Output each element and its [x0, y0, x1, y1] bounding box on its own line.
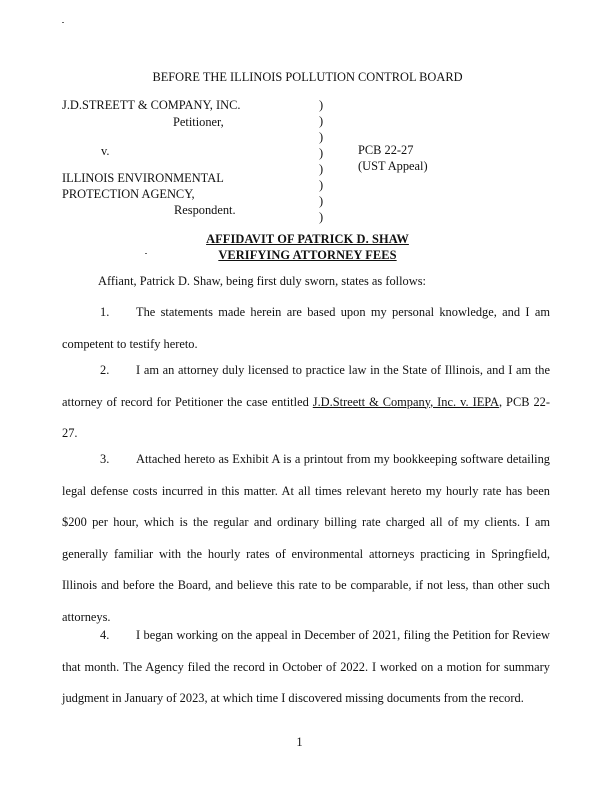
affidavit-title-line2: VERIFYING ATTORNEY FEES: [218, 248, 397, 262]
board-header: BEFORE THE ILLINOIS POLLUTION CONTROL BOARD: [152, 70, 463, 84]
caption-paren: ): [319, 114, 324, 128]
caption-paren: ): [319, 210, 324, 224]
page-number: 1: [296, 735, 303, 749]
respondent-name-line1: ILLINOIS ENVIRONMENTAL: [62, 171, 224, 185]
case-number: PCB 22-27: [358, 143, 414, 157]
case-title-link: J.D.Streett & Company, Inc. v. IEPA: [312, 394, 499, 409]
paragraph-text: , PCB 22-27.: [62, 394, 550, 440]
caption-paren: ): [319, 130, 324, 144]
paragraph-number: 2.: [100, 363, 110, 377]
petitioner-name: J.D.STREETT & COMPANY, INC.: [62, 98, 241, 112]
paragraph-text: I began working on the appeal in December of 2021, filing the Petition for Review that month. The Agency filed the record in October of 2022. I worked on a motion for summary judgment in January of 2023, at which time I discovered missing documents from the record.: [62, 628, 550, 705]
versus-label: v.: [101, 144, 110, 158]
scan-speck: [62, 22, 64, 23]
intro-statement: Affiant, Patrick D. Shaw, being first duly sworn, states as follows:: [98, 274, 426, 288]
paragraph-text: I am an attorney duly licensed to practice law in the State of Illinois, and I am the attorney of record for Petitioner the case entitled: [62, 363, 550, 409]
paragraph-text: The statements made herein are based upon my personal knowledge, and I am competent to testify hereto.: [62, 305, 550, 351]
affidavit-title-line1: AFFIDAVIT OF PATRICK D. SHAW: [206, 232, 409, 246]
paragraph-2: [62, 355, 550, 450]
scan-speck: [145, 253, 147, 254]
respondent-name-line2: PROTECTION AGENCY,: [62, 187, 195, 201]
respondent-role: Respondent.: [174, 203, 236, 217]
paragraph-text: Attached hereto as Exhibit A is a printout from my bookkeeping software detailing legal defense costs incurred in this matter. At all times relevant hereto my hourly rate has been $200 per hour, which is the regular and ordinary billing rate charged all of my clients. I am generally familiar with the hourly rates of environmental attorneys practicing in Springfield, Illinois and before the Board, and believe this rate to be comparable, if not less, than other such attorneys.: [62, 452, 550, 624]
paragraph-1: [62, 297, 550, 360]
caption-paren: ): [319, 98, 324, 112]
paragraph-number: 4.: [100, 628, 110, 642]
paragraph-number: 3.: [100, 452, 110, 466]
caption-paren: ): [319, 146, 324, 160]
paragraph-3: [62, 444, 550, 633]
caption-paren: ): [319, 194, 324, 208]
caption-paren: ): [319, 162, 324, 176]
paragraph-number: 1.: [100, 305, 110, 319]
caption-paren: ): [319, 178, 324, 192]
paragraph-4: [62, 620, 550, 715]
petitioner-role: Petitioner,: [173, 115, 224, 129]
case-type: (UST Appeal): [358, 159, 428, 173]
